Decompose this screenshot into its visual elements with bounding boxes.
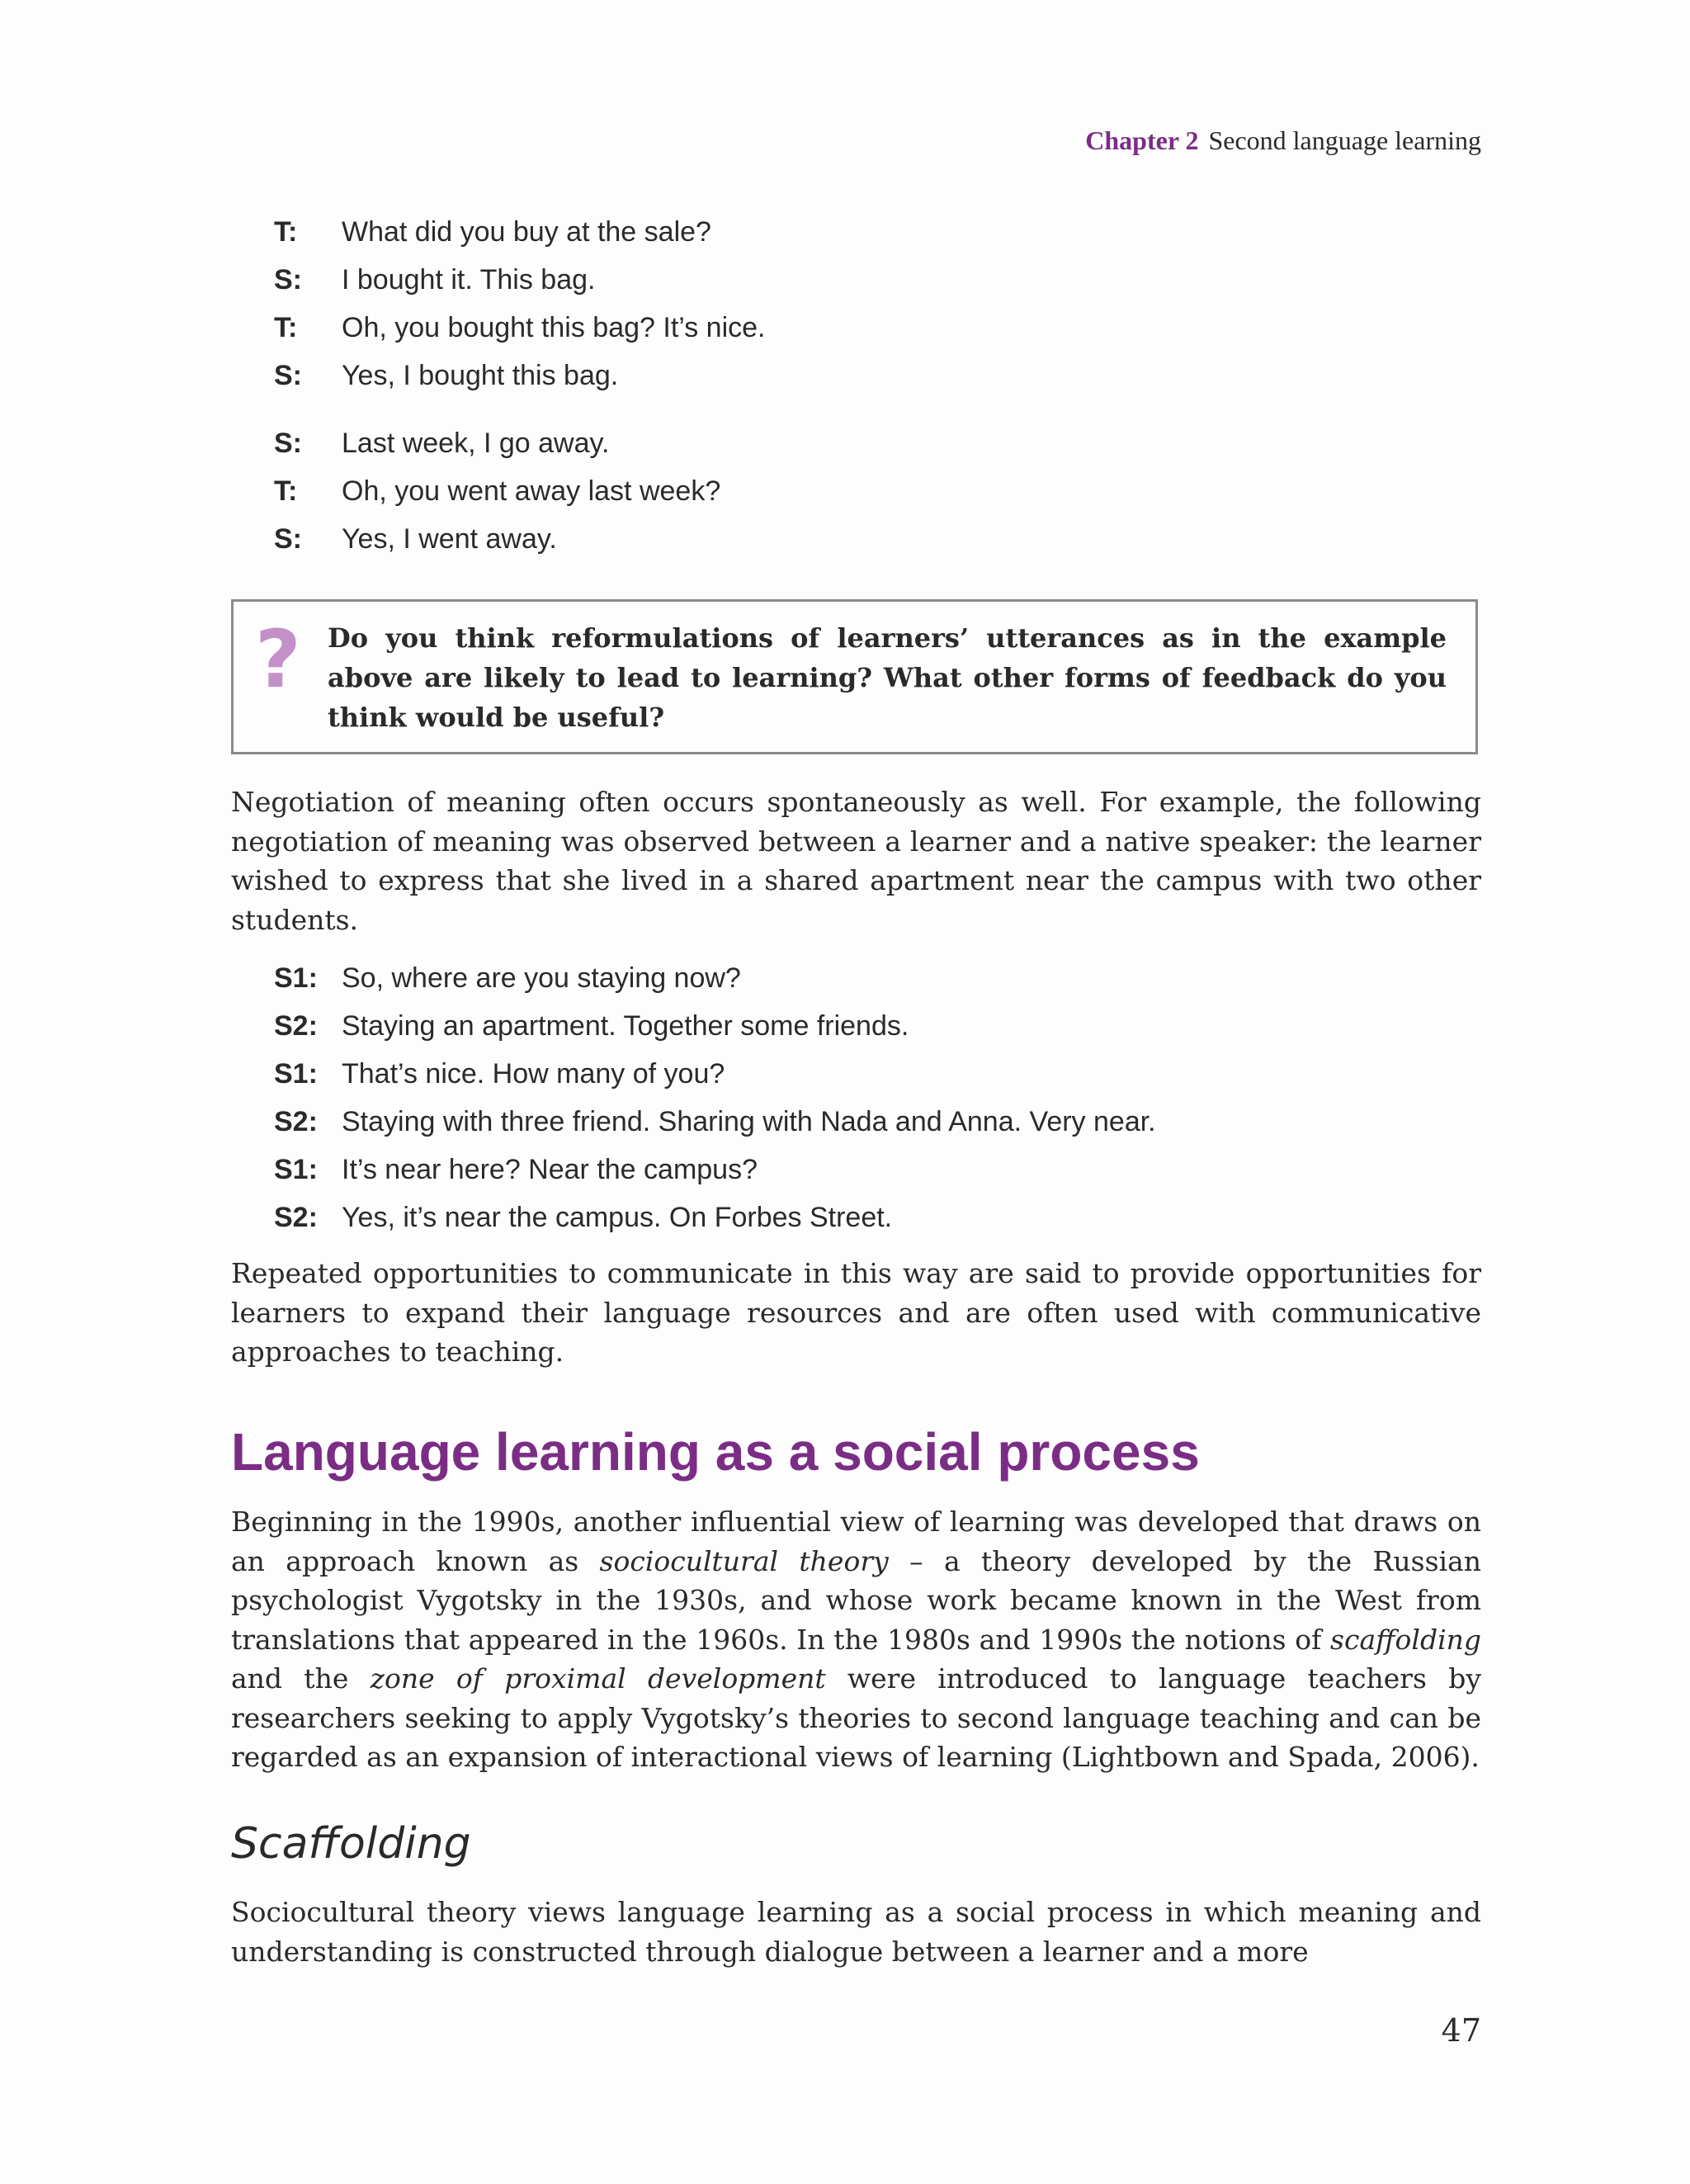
dialogue-text: Yes, I bought this bag.	[342, 360, 619, 391]
dialogue-text: Oh, you bought this bag? It’s nice.	[342, 312, 766, 343]
speaker-label: S:	[274, 523, 302, 555]
subsection-heading: Scaffolding	[231, 1819, 471, 1869]
dialogue-text: Last week, I go away.	[342, 428, 610, 459]
question-mark-icon: ?	[255, 613, 301, 706]
section-heading: Language learning as a social process	[231, 1422, 1200, 1482]
speaker-label: S:	[274, 428, 302, 459]
reflection-question-text: Do you think reformulations of learners’ utterances as in the example above are likely to lead to learning? What other forms of feedback do you think would be useful?	[328, 622, 1447, 733]
dialogue-text: It’s near here? Near the campus?	[342, 1154, 758, 1185]
speaker-label: S:	[274, 264, 302, 295]
running-head-chapter: Chapter 2	[1085, 125, 1199, 155]
dialogue-line	[274, 1050, 1156, 1098]
speaker-label: T:	[274, 475, 298, 507]
dialogue-text: So, where are you staying now?	[342, 962, 741, 994]
dialogue-text: That’s nice. How many of you?	[342, 1058, 725, 1090]
speaker-label: T:	[274, 216, 298, 248]
dialogue-example-1	[274, 208, 766, 399]
dialogue-text: Yes, it’s near the campus. On Forbes Street.	[342, 1202, 893, 1233]
dialogue-example-3	[274, 954, 1156, 1241]
dialogue-line	[274, 467, 720, 515]
book-page	[231, 0, 1481, 2184]
paragraph-text: and the	[231, 1662, 371, 1695]
speaker-label: T:	[274, 312, 298, 343]
term-sociocultural-theory: sociocultural theory	[599, 1544, 889, 1577]
dialogue-line	[274, 304, 766, 352]
reflection-question-box	[231, 599, 1478, 754]
dialogue-line	[274, 352, 766, 399]
dialogue-line	[274, 954, 1156, 1002]
paragraph-text: Beginning in the 1990s, another influential view of learning was developed that draws on an approach known as	[231, 1506, 1481, 1577]
speaker-label: S1:	[274, 1058, 318, 1090]
dialogue-text: I bought it. This bag.	[342, 264, 596, 295]
dialogue-text: Oh, you went away last week?	[342, 475, 721, 507]
speaker-label: S:	[274, 360, 302, 391]
speaker-label: S2:	[274, 1106, 318, 1137]
running-head	[1085, 125, 1481, 156]
dialogue-line	[274, 1002, 1156, 1050]
term-scaffolding: scaffolding	[1330, 1623, 1481, 1656]
dialogue-line	[274, 1098, 1156, 1146]
paragraph-text: were introduced to language teachers by researchers seeking to apply Vygotsky’s theories to second language teaching and can be regarded as an expansion of interactional views of learning (Lightbown and Spada, 2006).	[231, 1662, 1482, 1773]
paragraph-text: – a theory developed by the Russian psychologist Vygotsky in the 1930s, and whose work became known in the West from translations that appeared in the 1960s. In the 1980s and 1990s the notions of	[231, 1544, 1481, 1656]
page-number: 47	[1441, 2012, 1481, 2049]
dialogue-text: Yes, I went away.	[342, 523, 557, 555]
dialogue-line	[274, 419, 720, 467]
dialogue-text: Staying with three friend. Sharing with Nada and Anna. Very near.	[342, 1106, 1156, 1137]
dialogue-line	[274, 256, 766, 304]
speaker-label: S1:	[274, 962, 318, 994]
speaker-label: S2:	[274, 1010, 318, 1042]
body-paragraph: Sociocultural theory views language learning as a social process in which meaning and understanding is constructed through dialogue between a learner and a more	[231, 1896, 1481, 1968]
speaker-label: S2:	[274, 1202, 318, 1233]
dialogue-line	[274, 1194, 1156, 1241]
dialogue-text: Staying an apartment. Together some friends.	[342, 1010, 909, 1042]
body-paragraph: Negotiation of meaning often occurs spontaneously as well. For example, the following negotiation of meaning was observed between a learner and a native speaker: the learner wished to express that she lived in a shared apartment near the campus with two other students.	[231, 786, 1481, 936]
body-paragraph: Repeated opportunities to communicate in this way are said to provide opportunities for learners to expand their language resources and are often used with communicative approaches to teaching.	[231, 1257, 1481, 1368]
dialogue-example-2	[274, 419, 720, 563]
dialogue-line	[274, 1146, 1156, 1194]
speaker-label: S1:	[274, 1154, 318, 1185]
body-paragraph	[231, 1502, 1481, 1777]
dialogue-text: What did you buy at the sale?	[342, 216, 711, 248]
running-head-title: Second language learning	[1208, 125, 1481, 155]
term-zone-of-proximal-development: zone of proximal development	[370, 1662, 826, 1695]
dialogue-line	[274, 515, 720, 563]
dialogue-line	[274, 208, 766, 256]
